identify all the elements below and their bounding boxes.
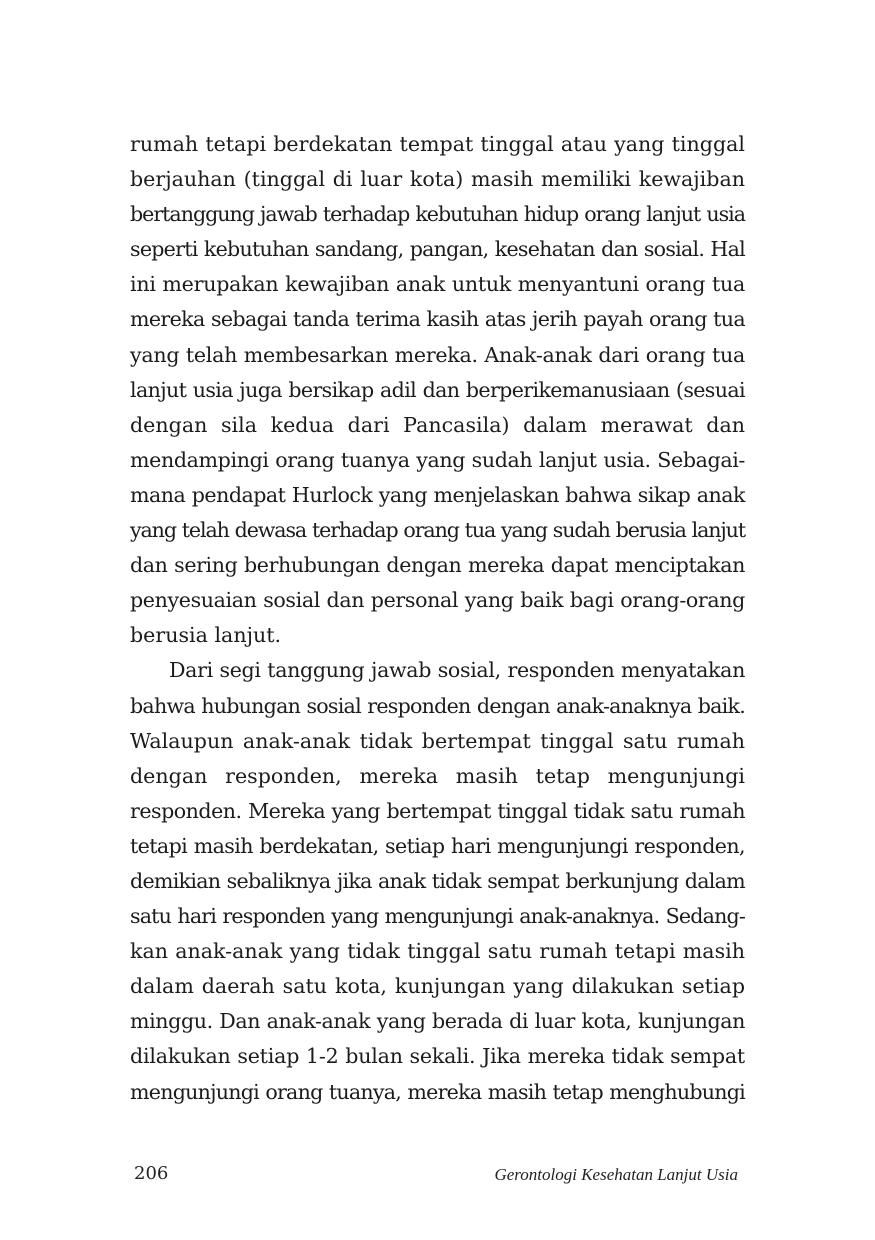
text-line: lanjut usia juga bersikap adil dan berperikemanusiaan (sesuai	[130, 377, 745, 402]
text-line: responden. Mereka yang bertempat tinggal tidak satu rumah	[130, 798, 745, 823]
paragraph-2	[130, 653, 745, 1109]
text-line: seperti kebutuhan sandang, pangan, kesehatan dan sosial. Hal	[130, 237, 745, 262]
text-line: mereka sebagai tanda terima kasih atas jerih payah orang tua	[130, 307, 745, 332]
text-line: mana pendapat Hurlock yang menjelaskan bahwa sikap anak	[130, 482, 745, 507]
running-title: Gerontologi Kesehatan Lanjut Usia	[494, 1165, 738, 1184]
paragraph-1	[130, 127, 745, 653]
text-line: berjauhan (tinggal di luar kota) masih memiliki kewajiban	[130, 167, 745, 192]
page-number: 206	[134, 1163, 169, 1184]
text-line: Dari segi tanggung jawab sosial, responden menyatakan	[169, 658, 745, 683]
text-line: dalam daerah satu kota, kunjungan yang dilakukan setiap	[130, 974, 745, 999]
text-line: tetapi masih berdekatan, setiap hari mengunjungi responden,	[130, 833, 745, 858]
text-line: mendampingi orang tuanya yang sudah lanjut usia. Sebagai-	[130, 447, 745, 472]
text-line: bertanggung jawab terhadap kebutuhan hidup orang lanjut usia	[130, 202, 745, 227]
text-line: penyesuaian sosial dan personal yang baik bagi orang-orang	[130, 588, 745, 613]
text-line: rumah tetapi berdekatan tempat tinggal atau yang tinggal	[130, 132, 745, 156]
body-text	[130, 127, 745, 1110]
text-line: dan sering berhubungan dengan mereka dapat menciptakan	[130, 553, 745, 578]
text-line: berusia lanjut.	[130, 623, 282, 648]
text-line: yang telah dewasa terhadap orang tua yang sudah berusia lanjut	[130, 518, 745, 543]
text-line: minggu. Dan anak-anak yang berada di luar kota, kunjungan	[130, 1009, 745, 1034]
text-line: dengan responden, mereka masih tetap mengunjungi	[130, 763, 745, 788]
text-line: dilakukan setiap 1-2 bulan sekali. Jika mereka tidak sempat	[130, 1044, 745, 1069]
text-line: dengan sila kedua dari Pancasila) dalam merawat dan	[130, 412, 745, 437]
text-line: bahwa hubungan sosial responden dengan anak-anaknya baik.	[130, 693, 745, 718]
text-line: mengunjungi orang tuanya, mereka masih tetap menghubungi	[130, 1079, 745, 1104]
text-line: ini merupakan kewajiban anak untuk menyantuni orang tua	[130, 272, 745, 297]
text-line: Walaupun anak-anak tidak bertempat tinggal satu rumah	[130, 728, 745, 753]
page-footer	[130, 1162, 740, 1188]
text-line: satu hari responden yang mengunjungi anak-anaknya. Sedang-	[130, 904, 745, 929]
text-line: demikian sebaliknya jika anak tidak sempat berkunjung dalam	[130, 868, 745, 893]
text-line: yang telah membesarkan mereka. Anak-anak dari orang tua	[130, 342, 745, 367]
text-line: kan anak-anak yang tidak tinggal satu rumah tetapi masih	[130, 939, 745, 964]
